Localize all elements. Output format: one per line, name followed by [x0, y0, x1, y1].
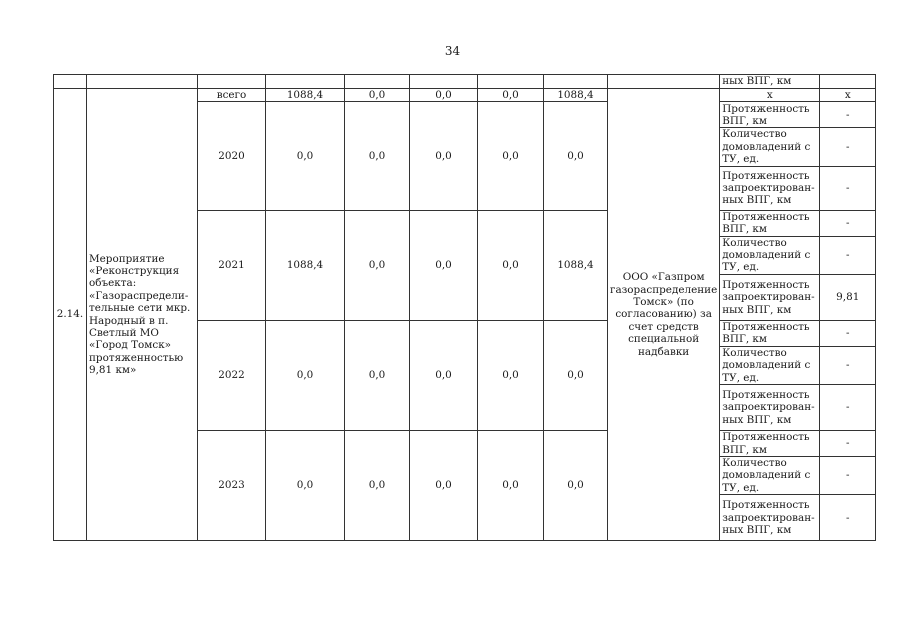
year-value: 0,0: [266, 431, 345, 541]
program-table: [53, 74, 876, 541]
total-label: всего: [198, 89, 266, 102]
indicator-value: -: [820, 346, 876, 384]
indicator-name: Протяженность ВПГ, км: [720, 210, 820, 236]
measure-title: Мероприятие «Реконструкция объекта: «Газораспредели-тельные сети мкр. Народный в п. Светлый МО «Город Томск» протяженностью 9,81 км»: [87, 89, 198, 541]
year-value: 0,0: [345, 431, 410, 541]
indicator-name: Протяженность ВПГ, км: [720, 102, 820, 128]
year-value: 0,0: [266, 102, 345, 210]
year-cell: 2023: [198, 431, 266, 541]
year-value: 0,0: [410, 320, 478, 430]
indicator-value: -: [820, 495, 876, 541]
indicator-value: -: [820, 385, 876, 431]
year-value: 0,0: [410, 210, 478, 320]
indicator-value: -: [820, 320, 876, 346]
year-cell: 2022: [198, 320, 266, 430]
indicator-value: -: [820, 236, 876, 274]
year-value: 0,0: [345, 320, 410, 430]
indicator-value: -: [820, 457, 876, 495]
total-indicator-value: х: [820, 89, 876, 102]
total-value: 0,0: [410, 89, 478, 102]
total-indicator: х: [720, 89, 820, 102]
indicator-value: -: [820, 210, 876, 236]
year-value: 0,0: [410, 431, 478, 541]
year-value: 0,0: [410, 102, 478, 210]
carryover-indicator: ных ВПГ, км: [720, 75, 820, 89]
year-cell: 2021: [198, 210, 266, 320]
year-value: 0,0: [478, 320, 544, 430]
total-value: 0,0: [478, 89, 544, 102]
indicator-name: Количество домовладений с ТУ, ед.: [720, 128, 820, 166]
indicator-name: Протяженность запроектирован-ных ВПГ, км: [720, 495, 820, 541]
year-value: 0,0: [478, 102, 544, 210]
indicator-name: Количество домовладений с ТУ, ед.: [720, 457, 820, 495]
total-value: 1088,4: [266, 89, 345, 102]
total-value: 1088,4: [544, 89, 608, 102]
year-value: 1088,4: [266, 210, 345, 320]
year-value: 0,0: [478, 210, 544, 320]
executor: ООО «Газпром газораспределение Томск» (по согласованию) за счет средств специальной надбавки: [608, 89, 720, 541]
year-cell: 2020: [198, 102, 266, 210]
total-row: [54, 89, 876, 102]
indicator-name: Протяженность ВПГ, км: [720, 431, 820, 457]
carryover-row: [54, 75, 876, 89]
year-value: 0,0: [544, 320, 608, 430]
indicator-value: -: [820, 102, 876, 128]
year-value: 1088,4: [544, 210, 608, 320]
indicator-value: 9,81: [820, 274, 876, 320]
year-value: 0,0: [266, 320, 345, 430]
page-number: 34: [444, 44, 461, 58]
indicator-value: -: [820, 431, 876, 457]
year-value: 0,0: [345, 102, 410, 210]
indicator-name: Протяженность запроектирован-ных ВПГ, км: [720, 166, 820, 210]
year-value: 0,0: [544, 431, 608, 541]
total-value: 0,0: [345, 89, 410, 102]
year-value: 0,0: [544, 102, 608, 210]
indicator-name: Протяженность запроектирован-ных ВПГ, км: [720, 385, 820, 431]
indicator-name: Протяженность запроектирован-ных ВПГ, км: [720, 274, 820, 320]
year-value: 0,0: [478, 431, 544, 541]
indicator-value: -: [820, 166, 876, 210]
indicator-name: Протяженность ВПГ, км: [720, 320, 820, 346]
year-value: 0,0: [345, 210, 410, 320]
indicator-name: Количество домовладений с ТУ, ед.: [720, 346, 820, 384]
indicator-name: Количество домовладений с ТУ, ед.: [720, 236, 820, 274]
row-index: 2.14.: [54, 89, 87, 541]
indicator-value: -: [820, 128, 876, 166]
